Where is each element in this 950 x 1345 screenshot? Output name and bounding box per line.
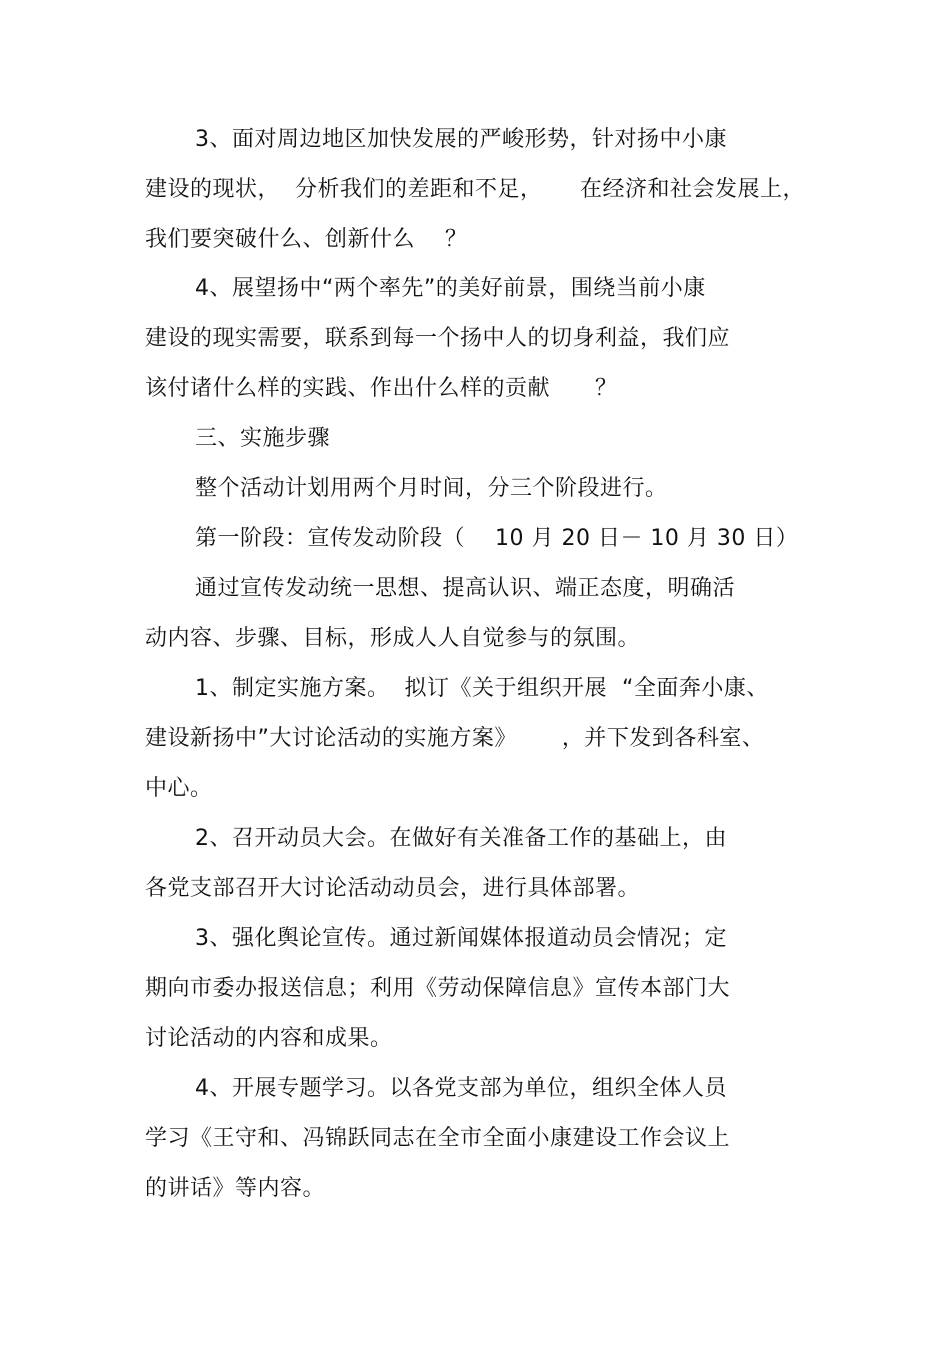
section-heading: 三、实施步骤 <box>195 426 331 451</box>
paragraph-line: 建设的现实需要，联系到每一个扬中人的切身利益，我们应 <box>145 326 731 351</box>
paragraph-line: 3、面对周边地区加快发展的严峻形势，针对扬中小康 <box>195 127 727 152</box>
paragraph-line: 建设新扬中”大讨论活动的实施方案》 ，并下发到各科室、 <box>145 726 765 751</box>
paragraph-line: 期向市委办报送信息；利用《劳动保障信息》宣传本部门大 <box>145 976 731 1001</box>
paragraph-line: 4、展望扬中“两个率先”的美好前景，围绕当前小康 <box>195 276 706 301</box>
stage-heading: 第一阶段：宣传发动阶段（ 10 月 20 日－ 10 月 30 日） <box>195 526 799 551</box>
paragraph-line: 中心。 <box>145 776 213 801</box>
paragraph-line: 动内容、步骤、目标，形成人人自觉参与的氛围。 <box>145 626 641 651</box>
paragraph-line: 1、制定实施方案。 拟订《关于组织开展 “全面奔小康、 <box>195 676 769 701</box>
paragraph-line: 4、开展专题学习。以各党支部为单位，组织全体人员 <box>195 1076 727 1101</box>
paragraph-line: 整个活动计划用两个月时间，分三个阶段进行。 <box>195 476 668 501</box>
paragraph-line: 建设的现状， 分析我们的差距和不足， 在经济和社会发展上， <box>145 177 805 202</box>
paragraph-line: 3、强化舆论宣传。通过新闻媒体报道动员会情况；定 <box>195 926 727 951</box>
paragraph-line: 2、召开动员大会。在做好有关准备工作的基础上，由 <box>195 826 727 851</box>
paragraph-line: 我们要突破什么、创新什么 ？ <box>145 227 468 252</box>
paragraph-line: 学习《王守和、冯锦跃同志在全市全面小康建设工作会议上 <box>145 1126 731 1151</box>
paragraph-line: 各党支部召开大讨论活动动员会，进行具体部署。 <box>145 876 641 901</box>
paragraph-line: 该付诸什么样的实践、作出什么样的贡献 ？ <box>145 376 618 401</box>
paragraph-line: 的讲话》等内容。 <box>145 1176 326 1201</box>
paragraph-line: 讨论活动的内容和成果。 <box>145 1026 393 1051</box>
paragraph-line: 通过宣传发动统一思想、提高认识、端正态度，明确活 <box>195 576 736 601</box>
